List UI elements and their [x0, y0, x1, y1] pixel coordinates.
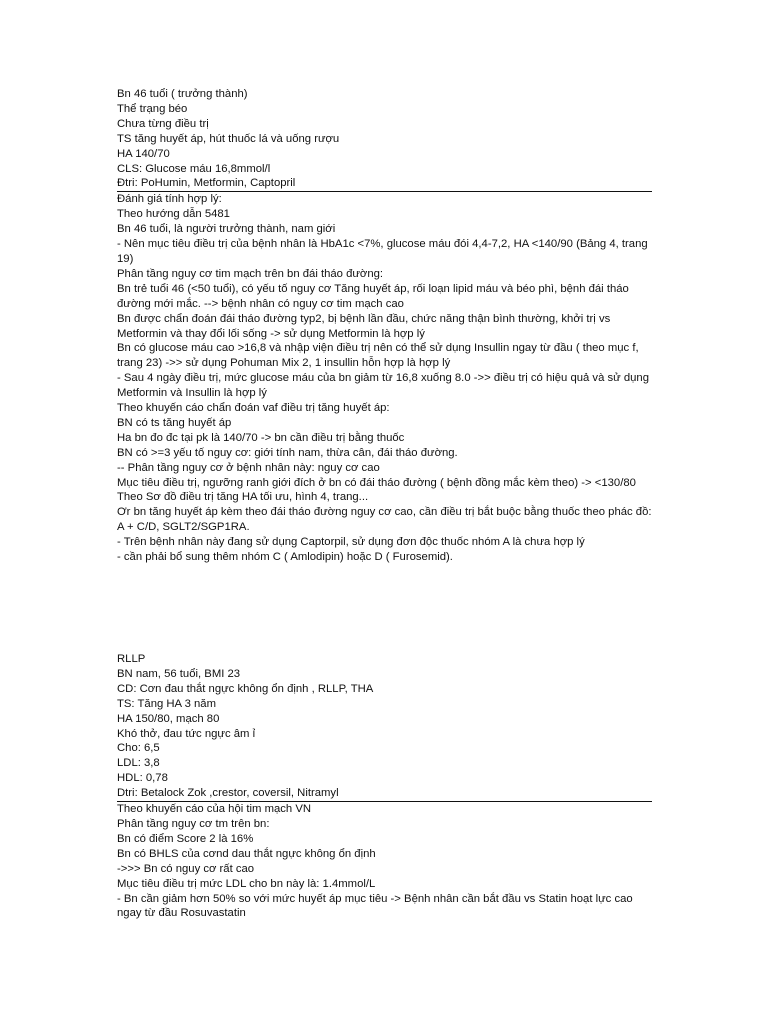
text-line: Bn trẻ tuổi 46 (<50 tuổi), có yếu tố nguy cơ Tăng huyết áp, rối loạn lipid máu và béo phì, bệnh đái tháo đường mới mắc. --> bệnh nhân có nguy cơ tim mạch cao [117, 282, 629, 310]
text-line: Theo khuyến cáo của hội tim mạch VN [117, 803, 312, 816]
case-header [117, 87, 655, 191]
text-line: Bn được chẩn đoán đái tháo đường typ2, bị bệnh lần đầu, chức năng thận bình thường, khởi trị vs Metformin và thay đổi lối sống -> sử dụng Metformin là hợp lý [117, 312, 611, 340]
text-line: BN nam, 56 tuổi, BMI 23 [117, 667, 241, 680]
text-line: Phân tầng nguy cơ tim mạch trên bn đái tháo đường: [117, 267, 384, 280]
text-line: Bn có điểm Score 2 là 16% [117, 832, 254, 845]
text-line: CD: Cơn đau thắt ngực không ổn định , RLLP, THA [117, 682, 374, 695]
text-line: RLLP [117, 653, 146, 665]
case-analysis [117, 192, 655, 565]
case-analysis [117, 802, 655, 921]
text-line: Ha bn đo đc tại pk là 140/70 -> bn cần điều trị bằng thuốc [117, 431, 405, 444]
text-line: Dtri: Betalock Zok ,crestor, coversil, Nitramyl [117, 787, 339, 800]
text-line: Mục tiêu điều trị, ngưỡng ranh giới đích ở bn có đái tháo đường ( bệnh đồng mắc kèm theo) -> <130/80 [117, 476, 636, 489]
text-line: BN có ts tăng huyết áp [117, 416, 232, 429]
text-line: Bn có BHLS của cơnd dau thắt ngực không ổn định [117, 847, 376, 860]
text-line: Cho: 6,5 [117, 742, 160, 755]
text-line: Phân tầng nguy cơ tm trên bn: [117, 817, 270, 830]
text-line: HA 150/80, mạch 80 [117, 712, 220, 725]
text-line: Bn 46 tuổi ( trưởng thành) [117, 88, 248, 100]
text-line: TS tăng huyết áp, hút thuốc lá và uống rượu [117, 132, 340, 145]
text-line: Thể trạng béo [117, 102, 188, 115]
text-line: Khó thở, đau tức ngực âm ỉ [117, 727, 256, 740]
dyslipidemia-case-section [117, 652, 655, 921]
text-line: Đánh giá tính hợp lý: [117, 193, 222, 206]
text-line: Ơr bn tăng huyết áp kèm theo đái tháo đường nguy cơ cao, cần điều trị bắt buộc bằng thuốc theo phác đồ: A + C/D, SGLT2/SGP1RA. [117, 506, 652, 534]
text-line: TS: Tăng HA 3 năm [117, 697, 217, 710]
text-line: - Sau 4 ngày điều trị, mức glucose máu của bn giảm từ 16,8 xuống 8.0 ->> điều trị có hiệu quả và sử dụng Metformin và Insullin là hợp lý [117, 372, 649, 400]
text-line: - cần phải bổ sung thêm nhóm C ( Amlodipin) hoặc D ( Furosemid). [117, 551, 453, 564]
text-line: LDL: 3,8 [117, 757, 160, 770]
text-line: Theo hướng dẫn 5481 [117, 208, 230, 221]
text-line: HDL: 0,78 [117, 772, 168, 785]
text-line: Bn có glucose máu cao >16,8 và nhập viện điều trị nên có thể sử dụng Insullin ngay từ đầu ( theo mục f, trang 23) ->> sử dụng Pohuman Mix 2, 1 insullin hỗn hợp là hợp lý [117, 342, 639, 370]
text-line: Đtri: PoHumin, Metformin, Captopril [117, 177, 296, 190]
text-line: CLS: Glucose máu 16,8mmol/l [117, 162, 271, 175]
text-line: HA 140/70 [117, 147, 170, 160]
text-line: - Bn cần giảm hơn 50% so với mức huyết áp mục tiêu -> Bệnh nhân cần bắt đầu vs Statin hoạt lực cao ngay từ đầu Rosuvastatin [117, 892, 633, 920]
diabetes-case-section [117, 87, 655, 565]
text-line: Bn 46 tuổi, là người trưởng thành, nam giới [117, 223, 336, 236]
text-line: Theo Sơ đồ điều trị tăng HA tối ưu, hình 4, trang... [117, 491, 369, 504]
text-line: ->>> Bn có nguy cơ rất cao [117, 862, 255, 875]
text-line: Theo khuyến cáo chẩn đoán vaf điều trị tăng huyết áp: [117, 402, 390, 415]
text-line: - Nên mục tiêu điều trị của bệnh nhân là HbA1c <7%, glucose máu đói 4,4-7,2, HA <140/90 (Bảng 4, trang 19) [117, 238, 648, 265]
text-line: - Trên bệnh nhân này đang sử dụng Captorpil, sử dụng đơn độc thuốc nhóm A là chưa hợp lý [117, 536, 585, 549]
case-header [117, 652, 655, 801]
text-line: Chưa từng điều trị [117, 117, 209, 130]
text-line: BN có >=3 yếu tố nguy cơ: giới tính nam, thừa cân, đái tháo đường. [117, 446, 458, 459]
text-line: -- Phân tầng nguy cơ ở bệnh nhân này: nguy cơ cao [117, 461, 380, 474]
text-line: Mục tiêu điều trị mức LDL cho bn này là: 1.4mmol/L [117, 877, 376, 890]
